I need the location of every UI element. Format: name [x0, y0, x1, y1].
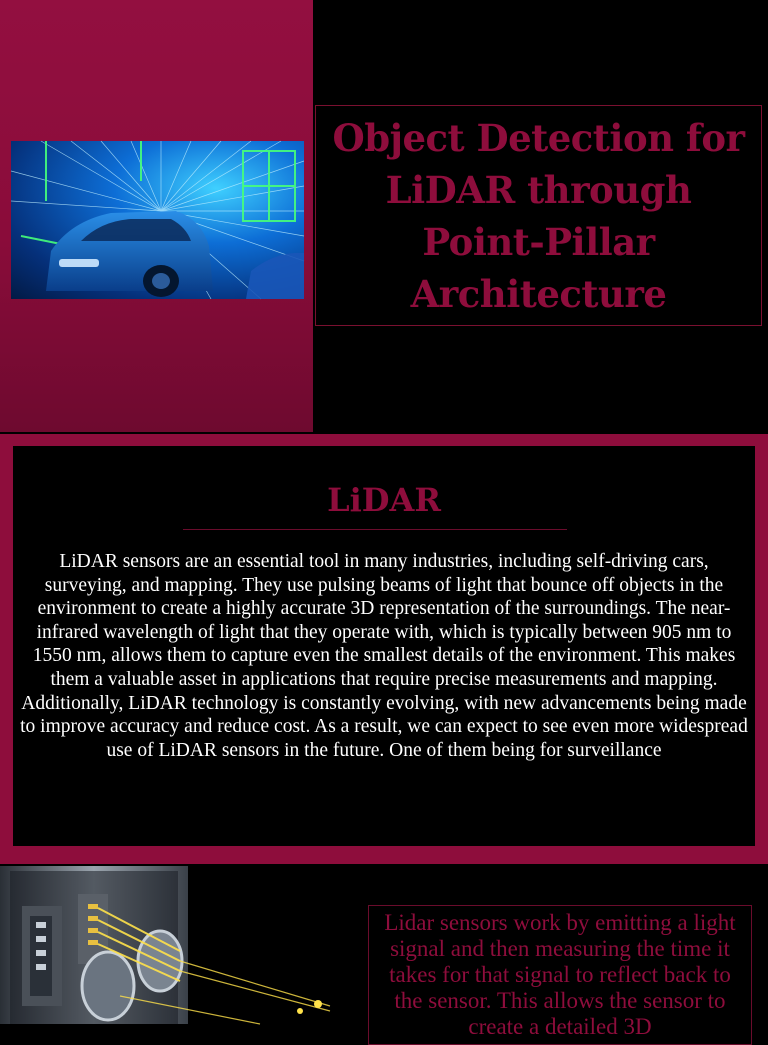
lidar-sensor-illustration [0, 866, 340, 1024]
title-slide [0, 0, 768, 432]
heading-divider [183, 529, 567, 530]
section-body-text: LiDAR sensors are an essential tool in many industries, including self-driving cars, surveying, and mapping. They use pulsing beams of light that bounce off objects in the environment to create a highly accurate 3D representation of the surroundings. The near-infrared wavelength of light that they operate with, which is typically between 905 nm to 1550 nm, allows them to capture even the smallest details of the environment. This makes them a valuable asset in applications that require precise measurements and mapping. Additionally, LiDAR technology is constantly evolving, with new advancements being made to improve accuracy and reduce cost. As a result, we can expect to see even more widespread use of LiDAR sensors in the future. One of them being for surveillance [20, 551, 748, 761]
lidar-car-image [11, 141, 304, 299]
title-box [315, 105, 762, 326]
content-panel [13, 446, 755, 846]
lidar-working-slide [0, 866, 768, 1039]
presentation-title: Object Detection for LiDAR through Point-Pillar Architecture [332, 115, 745, 316]
explanation-text: Lidar sensors work by emitting a light signal and then measuring the time it takes for that signal to reflect back to the sensor. This allows the sensor to create a detailed 3D [384, 910, 736, 1039]
lidar-intro-slide [0, 434, 768, 864]
lidar-sensor-image [0, 866, 340, 1024]
explanation-box [368, 905, 752, 1045]
lidar-car-illustration [11, 141, 304, 299]
section-heading: LiDAR [327, 481, 441, 519]
